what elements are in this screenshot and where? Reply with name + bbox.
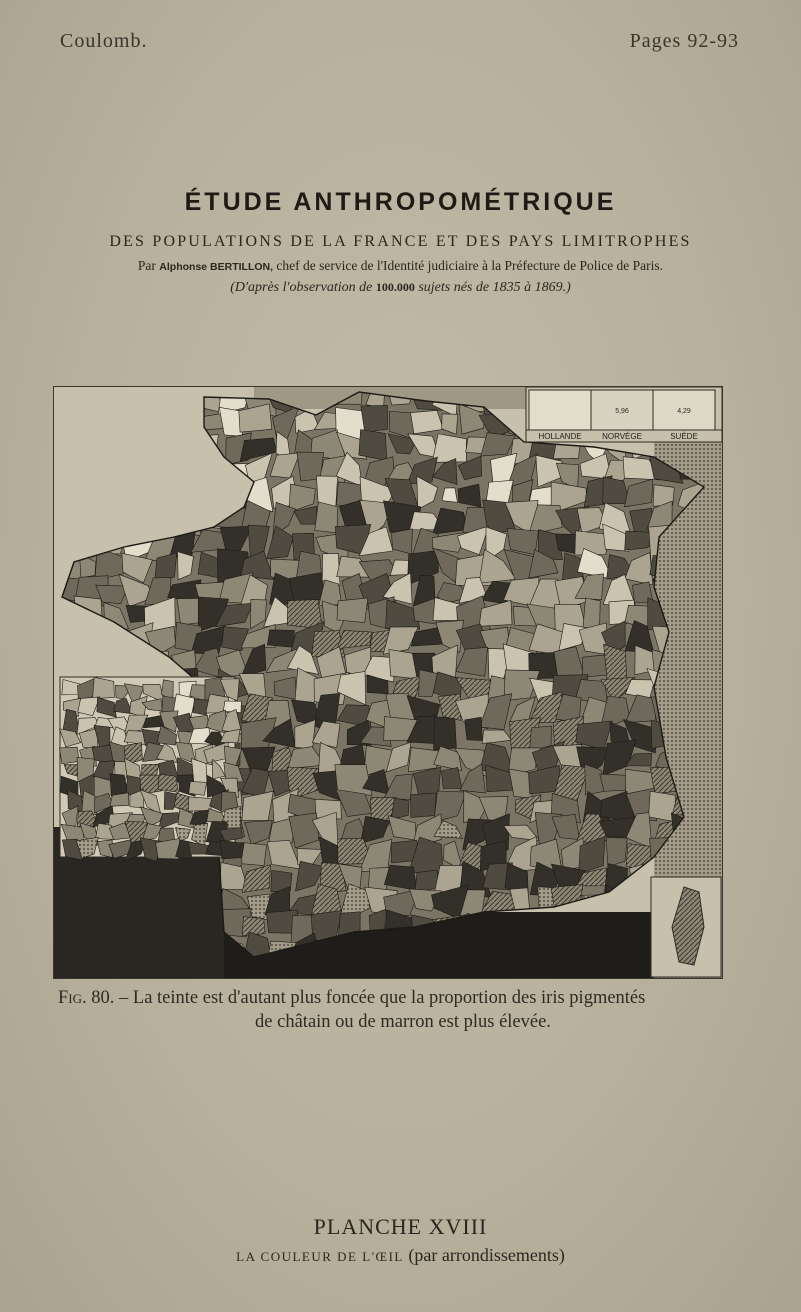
sweden-label: SUÈDE xyxy=(670,432,698,441)
district-cell xyxy=(411,793,436,817)
district-cell xyxy=(220,840,244,859)
note-before: D'après l'observation de xyxy=(234,280,373,295)
holland-label: HOLLANDE xyxy=(538,432,582,441)
choropleth-map xyxy=(53,386,723,979)
district-cell xyxy=(359,429,387,460)
district-cell xyxy=(158,774,179,792)
district-cell xyxy=(465,717,483,740)
district-cell xyxy=(242,917,265,936)
district-cell xyxy=(188,797,212,811)
district-cell xyxy=(434,717,457,750)
plate-subtitle-main: LA COULEUR DE L'ŒIL xyxy=(236,1249,404,1264)
district-cell xyxy=(267,630,294,647)
header-left: Coulomb. xyxy=(60,30,148,52)
note-count: 100.000 xyxy=(375,280,415,294)
header-right: Pages 92-93 xyxy=(629,30,739,52)
district-cell xyxy=(289,573,324,604)
district-cell xyxy=(241,842,267,865)
paris-inset-districts xyxy=(59,677,244,862)
note-after: sujets nés de 1835 à 1869. xyxy=(418,280,567,295)
observation-note xyxy=(0,280,801,296)
caption-line2: de châtain ou de marron est plus élevée. xyxy=(255,1012,551,1032)
norway-label: NORVÈGE xyxy=(602,432,642,441)
note-open-paren: ( xyxy=(230,280,235,295)
author-name: Alphonse BERTILLON, xyxy=(159,261,274,273)
plate-title: PLANCHE XVIII xyxy=(313,1214,488,1239)
figure-number: Fig. 80. xyxy=(58,988,115,1008)
figure-caption xyxy=(58,986,748,1034)
district-cell xyxy=(442,488,457,502)
caption-line1: – La teinte est d'autant plus foncée que la proportion des iris pigmentés xyxy=(119,988,646,1008)
page-subtitle: DES POPULATIONS DE LA FRANCE ET DES PAYS LIMITROPHES xyxy=(109,233,692,250)
author-prefix: Par xyxy=(137,258,156,273)
map-svg xyxy=(54,387,722,978)
district-cell xyxy=(410,410,443,433)
district-cell xyxy=(337,598,368,623)
author-line xyxy=(0,258,801,274)
district-cell xyxy=(361,405,388,432)
plate-subtitle-paren: (par arrondissements) xyxy=(408,1245,565,1265)
holland-swatch xyxy=(529,390,591,430)
district-cell xyxy=(59,747,79,764)
plate-subtitle xyxy=(0,1245,801,1266)
page-title: ÉTUDE ANTHROPOMÉTRIQUE xyxy=(184,188,617,216)
note-close-paren: ) xyxy=(566,280,571,295)
district-cell xyxy=(189,781,207,795)
author-suffix: chef de service de l'Identité judiciaire à la Préfecture de Police de Paris. xyxy=(276,258,664,273)
norway-value: 5,96 xyxy=(615,408,629,415)
district-cell xyxy=(315,502,338,533)
sweden-value: 4,29 xyxy=(677,408,691,415)
comparison-inset xyxy=(526,387,722,442)
